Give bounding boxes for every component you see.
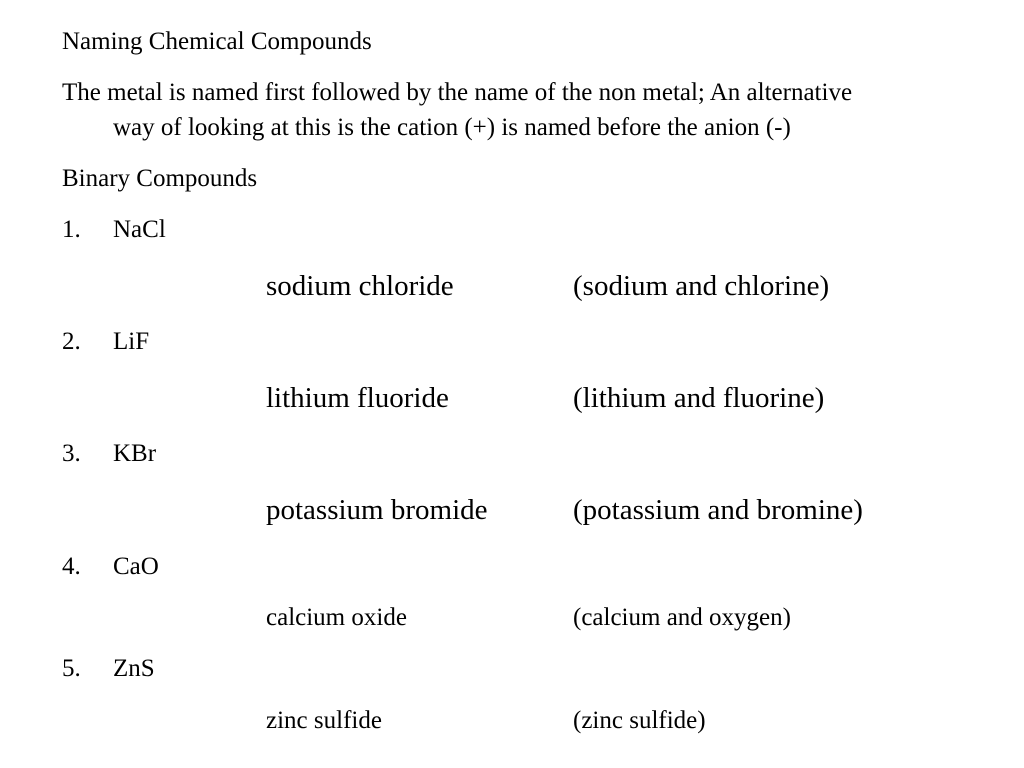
compound-components: (sodium and chlorine) xyxy=(573,270,830,302)
compound-formula: CaO xyxy=(113,553,159,580)
compound-number: 5. xyxy=(62,655,81,682)
intro-text-line-1: The metal is named first followed by the name of the non metal; An alternative xyxy=(62,79,853,106)
compound-name: calcium oxide xyxy=(266,604,407,631)
compound-formula: KBr xyxy=(113,440,157,467)
compound-number: 2. xyxy=(62,328,81,355)
compound-components: (zinc sulfide) xyxy=(573,707,706,734)
compound-name: potassium bromide xyxy=(266,494,488,526)
compound-number: 3. xyxy=(62,440,81,467)
compound-formula: NaCl xyxy=(113,216,166,243)
compound-components: (lithium and fluorine) xyxy=(573,382,825,414)
compound-formula: LiF xyxy=(113,328,150,355)
compound-name: lithium fluoride xyxy=(266,382,449,414)
section-heading: Binary Compounds xyxy=(62,165,258,192)
intro-text-line-2: way of looking at this is the cation (+) is named before the anion (-) xyxy=(113,114,791,141)
compound-number: 1. xyxy=(62,216,81,243)
compound-formula: ZnS xyxy=(113,655,155,682)
compound-name: zinc sulfide xyxy=(266,707,382,734)
compound-components: (calcium and oxygen) xyxy=(573,604,791,631)
compound-name: sodium chloride xyxy=(266,270,454,302)
compound-components: (potassium and bromine) xyxy=(573,494,863,526)
compound-number: 4. xyxy=(62,553,81,580)
page-title: Naming Chemical Compounds xyxy=(62,28,372,55)
